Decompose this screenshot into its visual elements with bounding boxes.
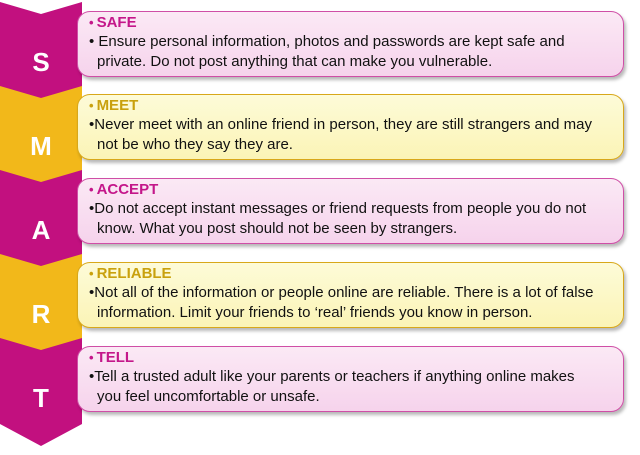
accept-title: [89, 181, 158, 198]
chevron-letter-a: A: [31, 215, 51, 245]
safe-text: [89, 32, 613, 72]
meet-line-2: not be who they say they are.: [97, 136, 293, 153]
bullet-icon: •: [89, 266, 94, 281]
reliable-line-2: information. Limit your friends to ‘real’ friends you know in person.: [97, 304, 533, 321]
tell-title: [89, 349, 134, 366]
bullet-icon: •: [89, 182, 94, 197]
bullet-icon: •: [89, 98, 94, 113]
accept-title-text: ACCEPT: [96, 181, 159, 198]
meet-card: [77, 94, 624, 160]
safe-line-1: • Ensure personal information, photos and passwords are kept safe and: [89, 33, 565, 50]
accept-card: [77, 178, 624, 244]
safe-line-2: private. Do not post anything that can make you vulnerable.: [97, 53, 493, 70]
chevron-letter-t: T: [33, 383, 49, 413]
bullet-icon: •: [89, 350, 94, 365]
tell-line-2: you feel uncomfortable or unsafe.: [97, 388, 320, 405]
meet-title: [89, 97, 138, 114]
accept-text: [89, 199, 613, 239]
bullet-icon: •: [89, 200, 95, 217]
safe-title-text: SAFE: [96, 14, 137, 31]
meet-title-text: MEET: [96, 97, 139, 114]
safe-title: [89, 14, 137, 31]
tell-text: [89, 367, 613, 407]
bullet-icon: •: [89, 116, 95, 133]
accept-line-2: know. What you post should not be seen by strangers.: [97, 220, 458, 237]
chevron-letter-m: M: [30, 131, 52, 161]
reliable-title: [89, 265, 172, 282]
chevron-letter-s: S: [32, 47, 50, 77]
chevron-letter-r: R: [31, 299, 51, 329]
reliable-text: [89, 283, 613, 323]
bullet-icon: •: [89, 15, 94, 30]
reliable-title-text: RELIABLE: [96, 265, 172, 282]
reliable-line-1: •Not all of the information or people online are reliable. There is a lot of false: [89, 284, 594, 301]
accept-line-1: •Do not accept instant messages or friend requests from people you do not: [89, 200, 587, 217]
bullet-icon: •: [89, 284, 95, 301]
safe-card: [77, 11, 624, 77]
tell-card: [77, 346, 624, 412]
bullet-icon: •: [89, 33, 99, 50]
tell-line-1: •Tell a trusted adult like your parents or teachers if anything online makes: [89, 368, 575, 385]
meet-line-1: •Never meet with an online friend in person, they are still strangers and may: [89, 116, 593, 133]
meet-text: [89, 115, 613, 155]
reliable-card: [77, 262, 624, 328]
chevron-t: [0, 338, 82, 450]
bullet-icon: •: [89, 368, 95, 385]
tell-title-text: TELL: [96, 349, 135, 366]
